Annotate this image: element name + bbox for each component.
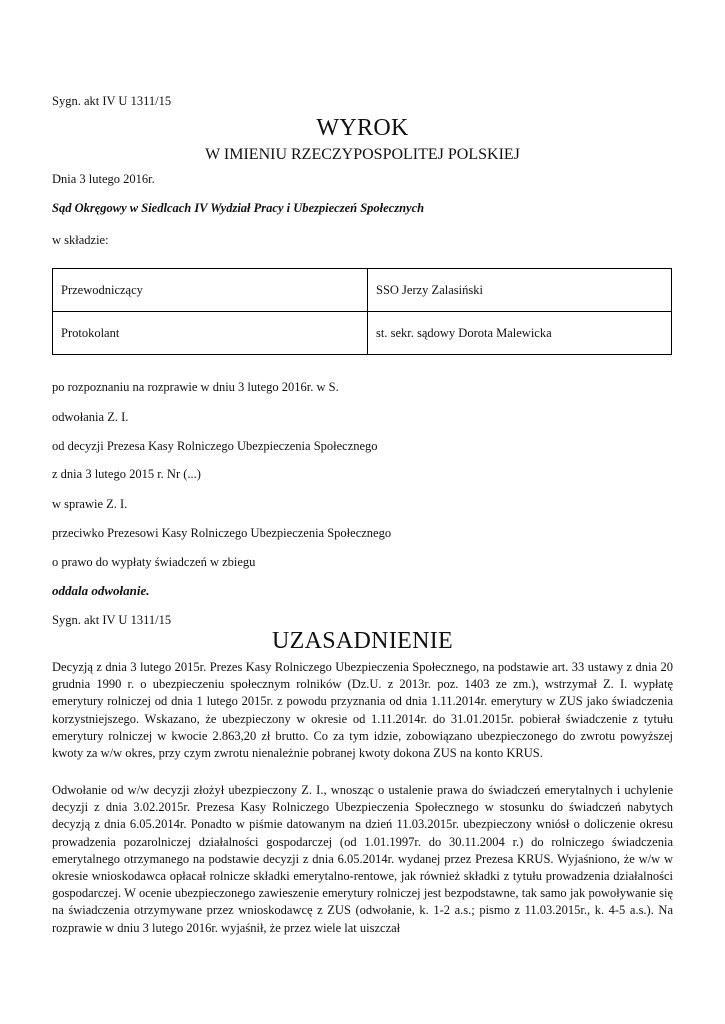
table-row bbox=[53, 312, 672, 355]
hearing-line: po rozpoznaniu na rozprawie w dniu 3 lutego 2016r. w S. bbox=[52, 380, 339, 394]
verdict-ruling: oddala odwołanie. bbox=[52, 583, 150, 598]
court-name: Sąd Okręgowy w Siedlcach IV Wydział Pracy i Ubezpieczeń Społecznych bbox=[52, 201, 425, 215]
court-panel-table bbox=[52, 268, 672, 355]
subject-line: o prawo do wypłaty świadczeń w zbiegu bbox=[52, 555, 256, 569]
panel-name-cell: st. sekr. sądowy Dorota Malewicka bbox=[368, 312, 672, 355]
case-number-mid: Sygn. akt IV U 1311/15 bbox=[52, 613, 172, 627]
case-party-line: w sprawie Z. I. bbox=[52, 497, 128, 511]
panel-name-cell: SSO Jerzy Zalasiński bbox=[368, 269, 672, 312]
respondent-line: przeciwko Prezesowi Kasy Rolniczego Ubezpieczenia Społecznego bbox=[52, 526, 392, 540]
decision-date-line: z dnia 3 lutego 2015 r. Nr (...) bbox=[52, 467, 201, 481]
case-number-top: Sygn. akt IV U 1311/15 bbox=[52, 94, 172, 108]
decision-source-line: od decyzji Prezesa Kasy Rolniczego Ubezpieczenia Społecznego bbox=[52, 439, 378, 453]
panel-role-cell: Przewodniczący bbox=[53, 269, 368, 312]
verdict-date: Dnia 3 lutego 2016r. bbox=[52, 172, 155, 186]
verdict-title: WYROK bbox=[316, 115, 409, 141]
justification-paragraph: Decyzją z dnia 3 lutego 2015r. Prezes Kasy Rolniczego Ubezpieczenia Społecznego, na podstawie art. 33 ustawy z dnia 20 grudnia 1990 r. o ubezpieczeniu społecznym rolników (Dz.U. z 2013r. poz. 1403 ze zm.), wstrzymał Z. I. wypłatę emerytury rolniczej od dnia 1 lutego 2015r. z powodu przyznania od dnia 1.11.2014r. emerytury w ZUS jako świadczenia korzystniejszego. Wskazano, że ubezpieczony w okresie od 1.11.2014r. do 31.01.2015r. pobierał świadczenie z tytułu emerytury rolniczej w kwocie 2.863,20 zł brutto. Co za tym idzie, zobowiązano ubezpieczonego do zwrotu powyższej kwoty za w/w okres, przy czym zwrotu nienależnie pobranej kwoty dokona ZUS na konto KRUS. bbox=[52, 660, 673, 761]
composition-label: w składzie: bbox=[52, 233, 109, 247]
appeal-line: odwołania Z. I. bbox=[52, 410, 129, 424]
justification-paragraph: Odwołanie od w/w decyzji złożył ubezpieczony Z. I., wnosząc o ustalenie prawa do świadczeń emerytalnych i uchylenie decyzji z dnia 3.02.2015r. Prezesa Kasy Rolniczego Ubezpieczenia Społecznego w stosunku do świadczeń nabytych decyzją z dnia 6.05.2014r. Ponadto w piśmie datowanym na dzień 11.03.2015r. ubezpieczony wniósł o doliczenie okresu prowadzenia pozarolniczej działalności gospodarczej (od 1.01.1997r. do 30.11.2004 r.) do rolniczego świadczenia emerytalnego otrzymanego na podstawie decyzji z dnia 6.05.2014r. wydanej przez Prezesa KRUS. Wyjaśniono, że w/w w okresie wnioskodawca opłacał rolnicze składki emerytalno-rentowe, jak również składki z tytułu prowadzenia działalności gospodarczej. W ocenie ubezpieczonego zawieszenie emerytury rolniczej jest bezpodstawne, tak samo jak powoływanie się na świadczenia otrzymywane przez wnioskodawcę z ZUS (odwołanie, k. 1-2 a.s.; pismo z 11.03.2015r., k. 4-5 a.s.). Na rozprawie w dniu 3 lutego 2016r. wyjaśnił, że przez wiele lat uiszczał bbox=[52, 783, 673, 935]
panel-role-cell: Protokolant bbox=[53, 312, 368, 355]
justification-title: UZASADNIENIE bbox=[272, 628, 453, 654]
table-row bbox=[53, 269, 672, 312]
verdict-subtitle: W IMIENIU RZECZYPOSPOLITEJ POLSKIEJ bbox=[205, 146, 520, 163]
